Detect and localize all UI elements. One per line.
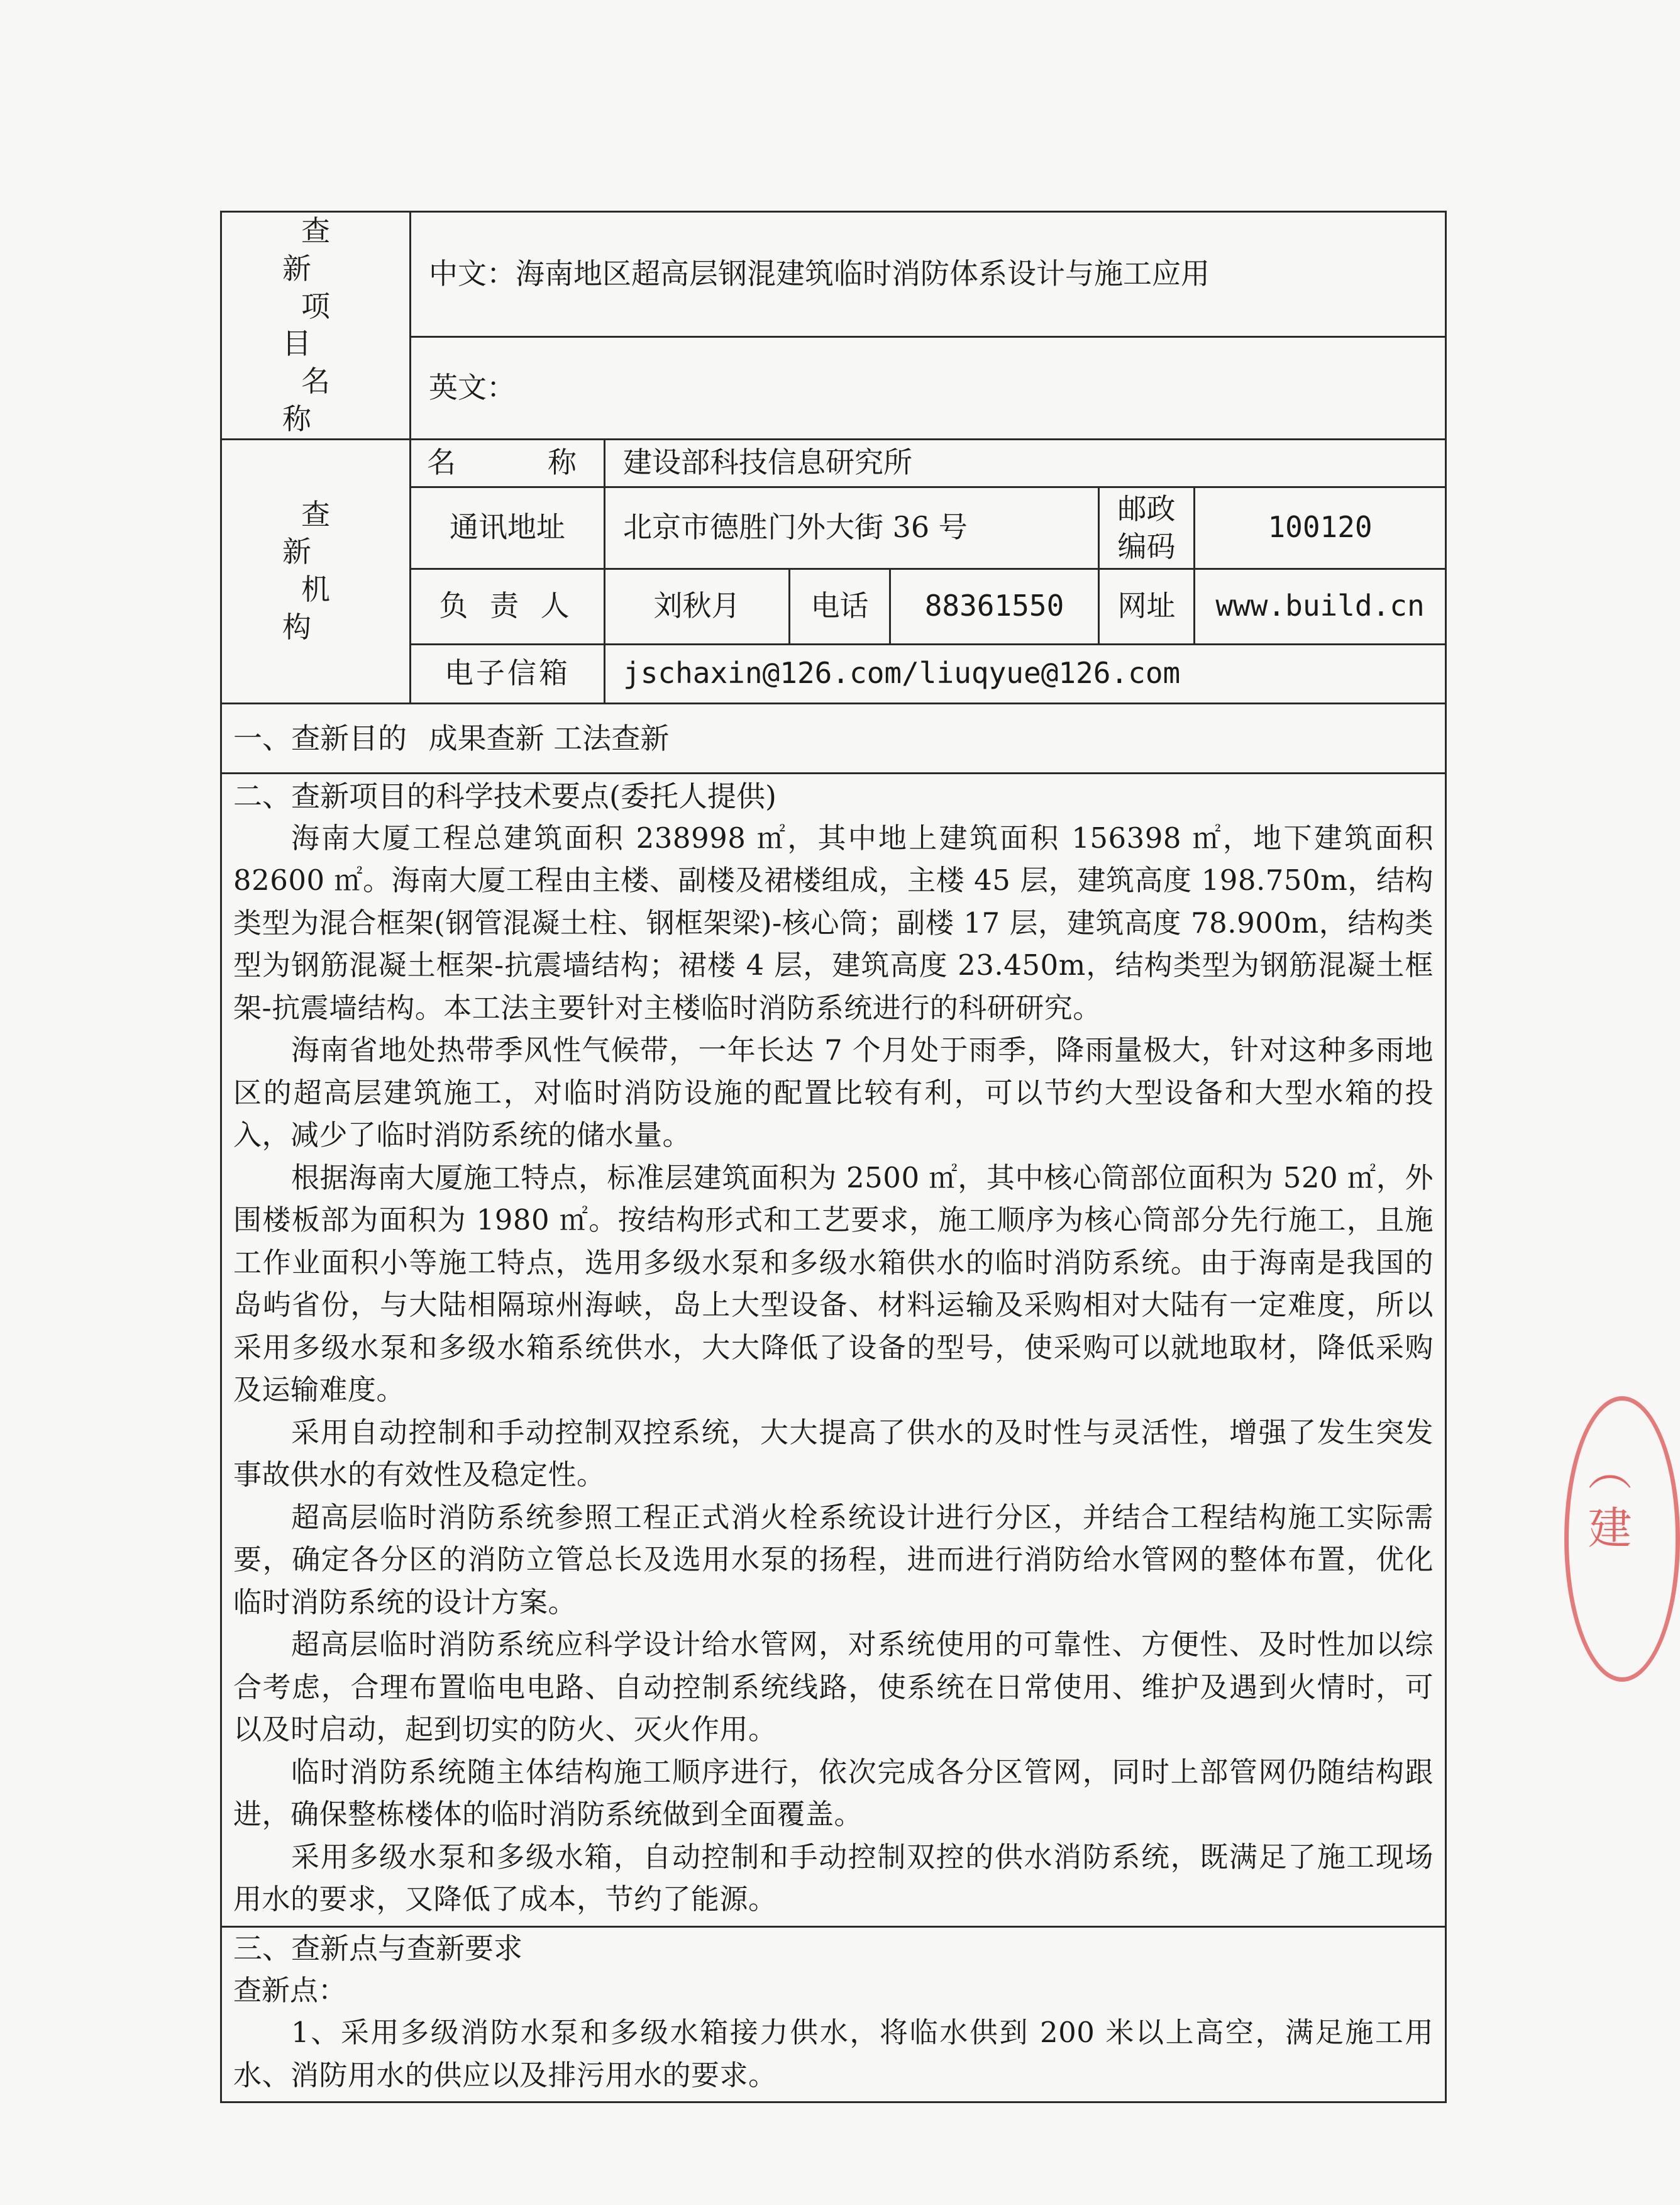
email-value[interactable]: jschaxin@126.com/liuqyue@126.com (605, 644, 1446, 703)
section-purpose (221, 703, 1446, 773)
paragraph: 采用多级水泵和多级水箱，自动控制和手动控制双控的供水消防系统，既满足了施工现场用水的要求，又降低了成本，节约了能源。 (233, 1840, 1434, 1916)
head-label: 负 责 人 (411, 569, 605, 644)
chinese-prefix: 中文： (429, 256, 516, 291)
phone-label: 电话 (790, 569, 890, 644)
paragraph: 海南省地处热带季风性气候带，一年长达 7 个月处于雨季，降雨量极大，针对这种多雨地区的超高层建筑施工，对临时消防设施的配置比较有利，可以节约大型设备和大型水箱的投入，减少了临时消防系统的储水量。 (233, 1033, 1434, 1152)
paragraph: 超高层临时消防系统应科学设计给水管网，对系统使用的可靠性、方便性、及时性加以综合考虑，合理布置临电电路、自动控制系统线路，使系统在日常使用、维护及遇到火情时，可以及时启动，起到切实的防火、灭火作用。 (233, 1628, 1434, 1747)
purpose-value: 成果查新 工法查新 (428, 721, 670, 755)
paragraph: 采用自动控制和手动控制双控系统，大大提高了供水的及时性与灵活性，增强了发生突发事故供水的有效性及稳定性。 (233, 1415, 1434, 1492)
head-value: 刘秋月 (605, 569, 790, 644)
website-value[interactable]: www.build.cn (1195, 569, 1446, 644)
chinese-title: 海南地区超高层钢混建筑临时消防体系设计与施工应用 (516, 256, 1210, 291)
email-label: 电子信箱 (411, 644, 605, 703)
section-novelty-points (221, 1926, 1446, 2102)
project-name-chinese (411, 212, 1446, 337)
english-prefix: 英文： (429, 370, 516, 404)
novelty-point-item: 1、采用多级消防水泵和多级水箱接力供水，将临水供到 200 米以上高空，满足施工用水、消防用水的供应以及排污用水的要求。 (233, 2016, 1434, 2092)
address-label: 通讯地址 (411, 487, 605, 569)
paragraph: 海南大厦工程总建筑面积 238998 ㎡，其中地上建筑面积 156398 ㎡，地下建筑面积 82600 ㎡。海南大厦工程由主楼、副楼及裙楼组成，主楼 45 层，建筑高度 198.750m，结构类型为混合框架(钢管混凝土柱、钢框架梁)-核心筒；副楼 17 层，建筑高度 78.900m，结构类型为钢筋混凝土框架-抗震墙结构；裙楼 4 层，建筑高度 23.450m，结构类型为钢筋混凝土框架-抗震墙结构。本工法主要针对主楼临时消防系统进行的科研研究。 (233, 821, 1434, 1025)
paragraph: 超高层临时消防系统参照工程正式消火栓系统设计进行分区，并结合工程结构施工实际需要，确定各分区的消防立管总长及选用水泵的扬程，进而进行消防给水管网的整体布置，优化临时消防系统的设计方案。 (233, 1500, 1434, 1619)
project-name-english (411, 336, 1446, 439)
agency-name-label: 名 称 (411, 439, 605, 487)
phone-value: 88361550 (890, 569, 1099, 644)
agency-name-value: 建设部科技信息研究所 (605, 439, 1446, 487)
purpose-title: 一、查新目的 (233, 721, 407, 755)
paragraph: 根据海南大厦施工特点，标准层建筑面积为 2500 ㎡，其中核心筒部位面积为 520 ㎡，外围楼板部为面积为 1980 ㎡。按结构形式和工艺要求，施工顺序为核心筒部分先行施工，且施工作业面积小等施工特点，选用多级水泵和多级水箱供水的临时消防系统。由于海南是我国的岛屿省份，与大陆相隔琼州海峡，岛上大型设备、材料运输及采购相对大陆有一定难度，所以采用多级水泵和多级水箱系统供水，大大降低了设备的型号，使采购可以就地取材，降低采购及运输难度。 (233, 1160, 1434, 1407)
paragraph: 临时消防系统随主体结构施工顺序进行，依次完成各分区管网，同时上部管网仍随结构跟进，确保整栋楼体的临时消防系统做到全面覆盖。 (233, 1755, 1434, 1831)
novelty-search-form (220, 211, 1447, 2103)
technical-points-title: 二、查新项目的科学技术要点(委托人提供) (233, 779, 776, 813)
novelty-points-subtitle: 查新点： (233, 1973, 347, 2007)
address-value: 北京市德胜门外大街 36 号 (605, 487, 1099, 569)
seal-fragment-text: （ 建 (1581, 1447, 1632, 1549)
project-name-label: 查 新 项 目 名 称 (221, 212, 411, 440)
novelty-points-title: 三、查新点与查新要求 (233, 1931, 522, 1965)
section-technical-points (221, 773, 1446, 1926)
postcode-value: 100120 (1195, 487, 1446, 569)
agency-label: 查 新 机 构 (221, 439, 411, 703)
website-label: 网址 (1099, 569, 1195, 644)
postcode-label: 邮政 编码 (1099, 487, 1195, 569)
